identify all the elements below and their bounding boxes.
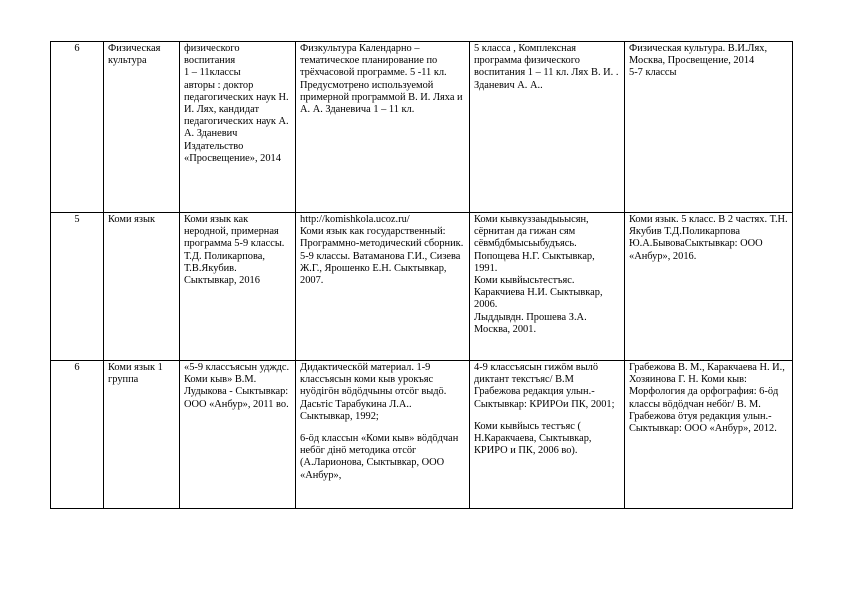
program-cell: Коми язык как неродной, примерная программа 5-9 классы. Т.Д. Поликарпова, Т.В.Якубив. Сыктывкар, 2016 [180, 213, 296, 361]
materials-cell: Дидактическӧй материал. 1-9 классъясын коми кыв урокъяс нуӧдігӧн вӧдӧдчыны отсӧг выдӧ. Дасьтіс Тарабукина Л.А.. Сыктывкар, 1992; 6-ӧд классын «Коми кыв» вӧдӧдчан небӧг дінӧ методика отсӧг (А.Ларионова, Сыктывкар, ООО «Анбур», [296, 361, 470, 509]
program-cell: «5-9 классъясын удждс. Коми кыв» В.М. Лудыкова - Сыктывкар: ООО «Анбур», 2011 во. [180, 361, 296, 509]
row-number: 6 [51, 42, 104, 213]
row-number: 5 [51, 213, 104, 361]
materials-cell: Физкультура Календарно – тематическое планирование по трёхчасовой программе. 5 -11 кл. Предусмотрено используемой примерной программой В. И. Ляха и А. А. Зданевича 1 – 11 кл. [296, 42, 470, 213]
materials-cell: http://komishkola.ucoz.ru/ Коми язык как государственный: Программно-методический сборник. 5-9 классы. Ватаманова Г.И., Сизева Ж.Г., Ярошенко Е.Н. Сыктывкар, 2007. [296, 213, 470, 361]
curriculum-table [50, 41, 793, 509]
subject-cell: Коми язык [104, 213, 180, 361]
subject-cell: Коми язык 1 группа [104, 361, 180, 509]
row-number: 6 [51, 361, 104, 509]
textbook-cell: Физическая культура. В.И.Лях, Москва, Просвещение, 2014 5-7 классы [625, 42, 793, 213]
supplementary-cell: Коми кывкуззаыдыьысян, сёрнитан да гижан сям сёвмбдбмысьыбудъясь. Попощева Н.Г. Сыктывкар, 1991. Коми кывйысьтестъяс. Каракчиева Н.И. Сыктывкар, 2006. Лыддывдн. Прошева З.А. Москва, 2001. [470, 213, 625, 361]
table-row [51, 42, 793, 213]
supplementary-cell: 5 класса , Комплексная программа физического воспитания 1 – 11 кл. Лях В. И. . Зданевич А. А.. [470, 42, 625, 213]
subject-cell: Физическая культура [104, 42, 180, 213]
textbook-cell: Грабежова В. М., Каракчаева Н. И., Хозяинова Г. Н. Коми кыв: Морфология да орфография: 6-ӧд классы вӧдӧдчан небӧг/ В. М. Грабежова ӧтуя редакция улын.- Сыктывкар: ООО «Анбур», 2012. [625, 361, 793, 509]
supplementary-cell: 4-9 классъясын гижӧм вылӧ диктант текстъяс/ В.М Грабежова редакция улын.- Сыктывкар: КРИРОи ПК, 2001; Коми кывйысь тестъяс ( Н.Каракчаева, Сыктывкар, КРИРО и ПК, 2006 во). [470, 361, 625, 509]
textbook-cell: Коми язык. 5 класс. В 2 частях. Т.Н. Якубив Т.Д.Поликарпова Ю.А.БывоваСыктывкар: ООО «Анбур», 2016. [625, 213, 793, 361]
table-row [51, 213, 793, 361]
program-cell: физического воспитания 1 – 11классы авторы : доктор педагогических наук Н. И. Лях, кандидат педагогических наук А. А. Зданевич Издательство «Просвещение», 2014 [180, 42, 296, 213]
table-row [51, 361, 793, 509]
